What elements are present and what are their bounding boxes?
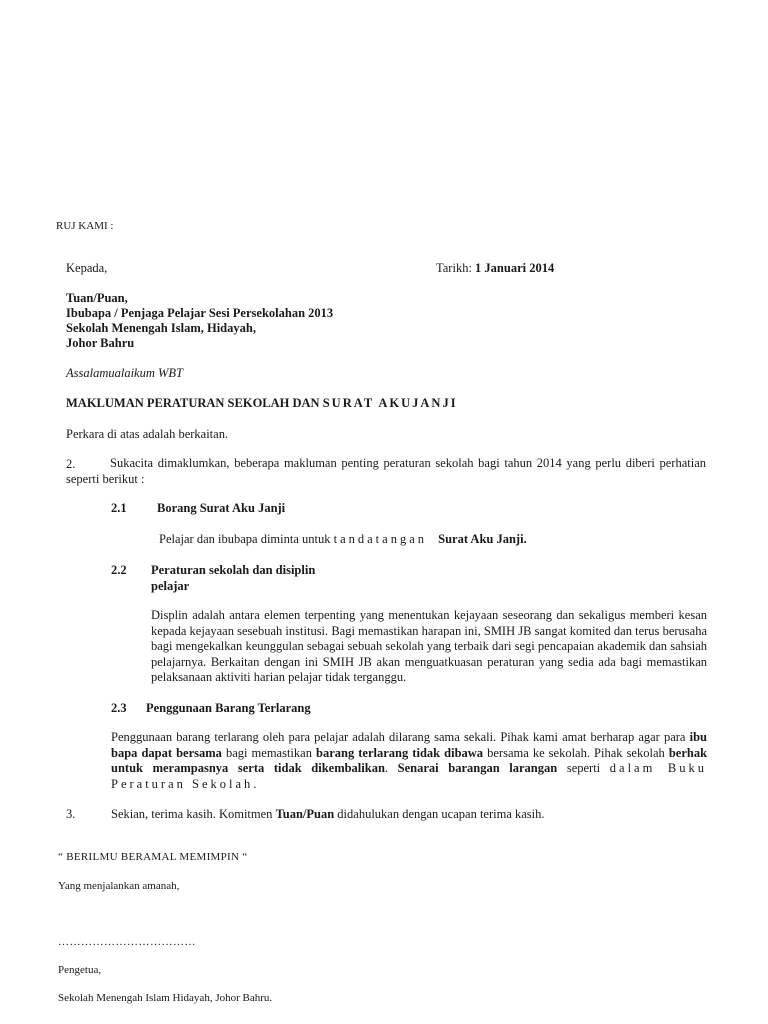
section-2-3-title: Penggunaan Barang Terlarang <box>146 701 311 715</box>
para3-text <box>111 806 545 822</box>
s23-p3: bersama ke sekolah. Pihak sekolah <box>487 745 665 760</box>
subject-heading <box>66 395 458 411</box>
para2-number: 2. <box>66 457 76 471</box>
intro-line: Perkara di atas adalah berkaitan. <box>66 427 229 441</box>
section-2-2-text: Displin adalah antara elemen terpenting yang menentukan kejayaan seseorang dan sekaligus memberi kesan kepada kejayaan sesebuah institusi. Bagi memastikan harapan ini, SMIH JB sangat komited dan terus berusaha bagi mengekalkan keunggulan sebagai sebuah sekolah yang terbaik dari segi pencapaian akademik dan sahsiah pelajarnya. Berkaitan dengan ini SMIH JB akan menguatkuasan peraturan yang sedia ada bagi memastikan pelaksanaan aktiviti harian pelajar tidak terganggu. <box>151 608 707 685</box>
s21-text-a: Pelajar dan ibubapa diminta untuk <box>159 532 331 546</box>
closing-line: Yang menjalankan amanah, <box>58 880 180 892</box>
greeting: Assalamualaikum WBT <box>66 366 184 380</box>
section-2-3-number: 2.3 <box>111 701 127 715</box>
s23-b2: barang terlarang tidak dibawa <box>316 745 484 760</box>
s23-spaced: dalam Buku Peraturan Sekolah. <box>111 761 708 791</box>
recipient-line: Sekolah Menengah Islam, Hidayah, <box>66 321 256 335</box>
recipient-line: Johor Bahru <box>66 336 135 350</box>
signer-organization: Sekolah Menengah Islam Hidayah, Johor Bahru. <box>58 992 273 1004</box>
recipient-line: Tuan/Puan, <box>66 291 128 305</box>
signer-title: Pengetua, <box>58 964 102 976</box>
section-2-2-number: 2.2 <box>111 563 127 577</box>
section-2-1-number: 2.1 <box>111 501 127 515</box>
s21-text-c: Surat Aku Janji. <box>438 532 527 546</box>
s23-p5: seperti <box>566 761 601 776</box>
p3-a: Sekian, terima kasih. Komitmen <box>111 807 273 821</box>
p3-c: didahulukan dengan ucapan terima kasih. <box>337 807 545 821</box>
reference-line: RUJ KAMI : <box>56 220 114 232</box>
signature-line: ……………………………… <box>58 936 196 948</box>
para3-number: 3. <box>66 807 76 821</box>
s23-b4: Senarai barangan larangan <box>397 761 558 776</box>
section-2-2-title-2: pelajar <box>151 579 190 593</box>
motto: “ BERILMU BERAMAL MEMIMPIN “ <box>58 851 248 863</box>
date-line <box>436 260 554 276</box>
section-2-3-text <box>111 730 707 792</box>
section-2-1-text <box>159 531 527 547</box>
s23-b1: ibu bapa dapat bersama <box>111 730 708 760</box>
s21-text-b: tandatangan <box>333 532 427 546</box>
subject-part-a: MAKLUMAN PERATURAN SEKOLAH DAN <box>66 396 320 410</box>
s23-b3: berhak untuk merampasnya serta tidak dikembalikan <box>111 745 708 776</box>
para2-text: Sukacita dimaklumkan, beberapa makluman penting peraturan sekolah bagi tahun 2014 yang perlu diberi perhatian seperti berikut : <box>66 456 706 486</box>
s23-p4: . <box>384 761 389 776</box>
section-2-2-title-1: Peraturan sekolah dan disiplin <box>151 563 316 577</box>
p3-b: Tuan/Puan <box>275 807 335 821</box>
subject-part-b: SURAT AKUJANJI <box>322 396 458 410</box>
s23-p2: bagi memastikan <box>225 745 312 760</box>
s23-p1: Penggunaan barang terlarang oleh para pelajar adalah dilarang sama sekali. Pihak kami amat berharap agar para <box>111 730 686 744</box>
section-2-1-title: Borang Surat Aku Janji <box>157 501 286 515</box>
to-label: Kepada, <box>66 261 108 275</box>
date-value: 1 Januari 2014 <box>475 261 555 275</box>
recipient-line: Ibubapa / Penjaga Pelajar Sesi Persekolahan 2013 <box>66 306 334 320</box>
date-label: Tarikh: <box>436 261 472 275</box>
